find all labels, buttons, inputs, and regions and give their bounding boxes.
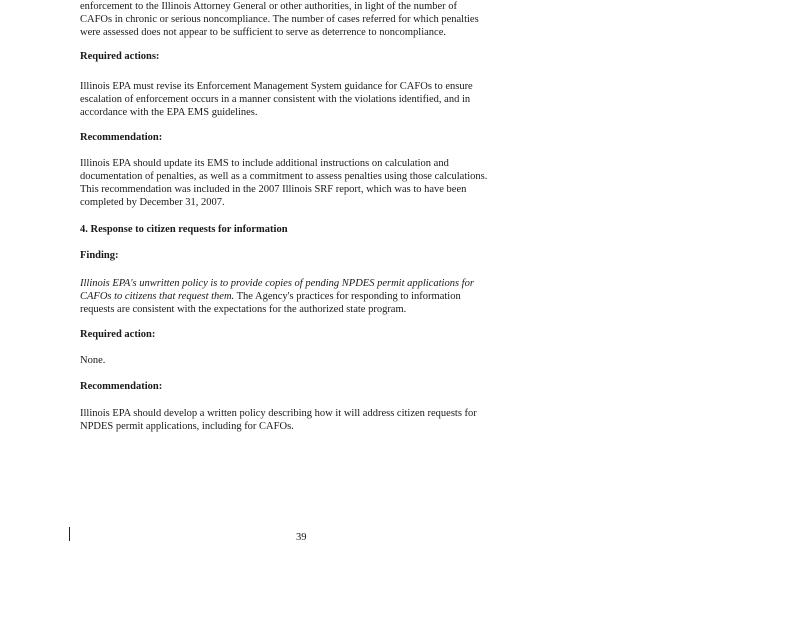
- paragraph-line: accordance with the EPA EMS guidelines.: [80, 107, 258, 118]
- paragraph-line: Illinois EPA must revise its Enforcement Management System guidance for CAFOs to ensure: [80, 81, 473, 92]
- finding-line: requests are consistent with the expectations for the authorized state program.: [80, 304, 407, 315]
- paragraph-line: NPDES permit applications, including for CAFOs.: [80, 421, 294, 432]
- finding-paragraph: [80, 277, 530, 316]
- section-heading: 4. Response to citizen requests for information: [80, 224, 288, 235]
- paragraph-line: escalation of enforcement occurs in a manner consistent with the violations identified, and in: [80, 94, 471, 105]
- recommendation-heading: Recommendation:: [80, 132, 163, 143]
- intro-line: were assessed does not appear to be sufficient to serve as deterrence to noncompliance.: [80, 27, 446, 38]
- required-action-heading: Required action:: [80, 329, 156, 340]
- finding-regular-part: The Agency's practices for responding to information: [234, 291, 461, 302]
- paragraph-line: completed by December 31, 2007.: [80, 197, 225, 208]
- paragraph-line: documentation of penalties, as well as a commitment to assess penalties using those calculations.: [80, 171, 488, 182]
- paragraph-line: This recommendation was included in the 2007 Illinois SRF report, which was to have been: [80, 184, 467, 195]
- recommendation-paragraph: [80, 157, 530, 209]
- intro-paragraph: [80, 0, 530, 39]
- finding-italic-line: Illinois EPA's unwritten policy is to provide copies of pending NPDES permit applications for: [80, 278, 474, 289]
- intro-line: CAFOs in chronic or serious noncompliance. The number of cases referred for which penalties: [80, 14, 479, 25]
- recommendation-paragraph-2: [80, 407, 530, 433]
- required-actions-paragraph: [80, 80, 530, 119]
- page-number: 39: [296, 532, 307, 543]
- revision-margin-bar: [69, 527, 70, 541]
- finding-heading: Finding:: [80, 250, 119, 261]
- paragraph-line: Illinois EPA should develop a written policy describing how it will address citizen requests for: [80, 408, 477, 419]
- recommendation-heading-2: Recommendation:: [80, 381, 163, 392]
- required-action-text: None.: [80, 355, 106, 366]
- paragraph-line: Illinois EPA should update its EMS to include additional instructions on calculation and: [80, 158, 449, 169]
- required-actions-heading: Required actions:: [80, 51, 160, 62]
- intro-line: enforcement to the Illinois Attorney General or other authorities, in light of the number of: [80, 1, 458, 12]
- finding-italic-part: CAFOs to citizens that request them.: [80, 291, 235, 302]
- finding-mixed-line: [80, 290, 530, 303]
